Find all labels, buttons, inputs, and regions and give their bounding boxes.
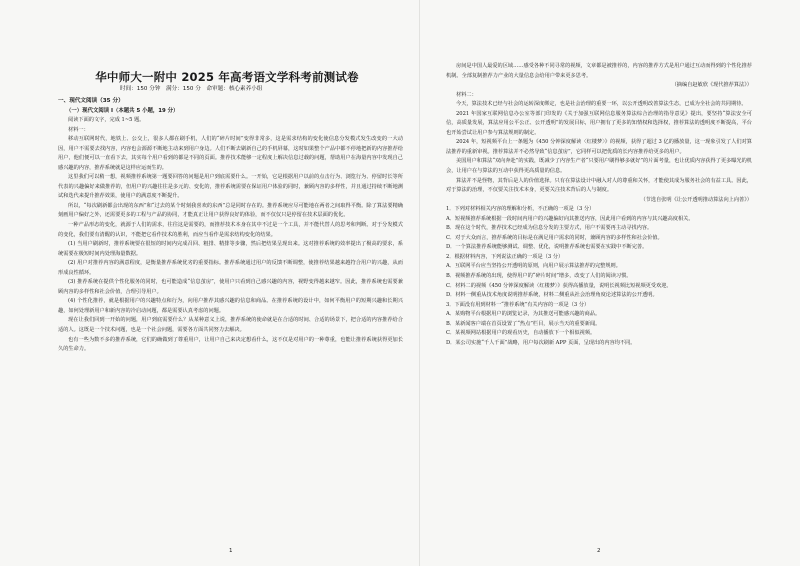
- paragraph: 这里我们可以稍一想，视频推荐系统第一题要回答的问题是用户到底需要什么。一开始，它是根据用户以前的点击行为、浏览行为、停留时长等所代表的兴趣偏好来做推荐的，但用户的兴趣往往是多元的、变化的，推荐系统需要在保证用户体验的同时，兼顾内容的多样性，并且通过持续不断地测试和迭代来提升推荐效果，使用户的满意度不断提升。: [58, 174, 403, 200]
- paragraph: 材料二：: [456, 91, 477, 98]
- exam-meta: 时间：150 分钟 满分：150 分 命审题：核心素养小组: [120, 86, 263, 92]
- question-line: C．某视频网站根据用户的观看历史，自动播放下一个相似视频。: [446, 330, 596, 337]
- paragraph: 阅读下面的文字，完成 1~5 题。: [68, 117, 145, 123]
- page-number-left: 1: [229, 548, 233, 554]
- right-column: [446, 62, 752, 536]
- page-fold: [419, 0, 420, 566]
- question-line: C．对于大众而言，推荐系统的目标是在满足用户需求的同时，兼顾内容的多样性和社会价值。: [446, 234, 663, 241]
- question-line: B．现在这个时代，推荐技术已经成为信息分发的主要方式，用户不需要再主动寻找内容。: [446, 225, 653, 232]
- question-line: D．材料一侧重从技术角度说明推荐系统，材料二侧重从社会治理角度论述算法的公开透明。: [446, 292, 658, 299]
- paragraph: 今天，算法技术已经与社会的运转深度绑定，也是社会治理的重要一环，以公开透明改善算法生态，已成为全社会的共同期待。: [456, 101, 747, 108]
- paragraph: (1) 当用户刷新时，推荐系统要在很短的时间内完成召回、粗排、精排等步骤，然后把结果呈现出来。这对推荐系统的效率提出了极高的要求，系统需要在极短时间内处理海量数据。: [58, 241, 403, 257]
- paragraph: 现在让我们回到一开始的问题，用户到底需要什么？从某种意义上说，推荐系统的使命就是在合适的时间、合适的场景下，把合适的内容推荐给合适的人。这既是一个技术问题，也是一个社会问题，需要各方面共同努力去解决。: [58, 317, 403, 334]
- question-line: B．视频推荐系统的出现，使得用户的“碎片时间”增多，改变了人们的阅读习惯。: [446, 273, 632, 280]
- paragraph: （节选自张明《让公开透明推动算法向上向善》）: [640, 196, 752, 203]
- paragraph: 也有一些为数不多的推荐系统，它们的确做到了尊重用户，让用户自己来决定想看什么，这不仅是对用户的一种尊重，也能让推荐系统获得更加长久的生命力。: [58, 336, 403, 353]
- question-line: A．短视频推荐系统根据一段时间内用户的兴趣偏好向其推送内容，因此用户看到的内容与其兴趣高度相关。: [446, 215, 694, 222]
- paragraph: （摘编自赵敏欣《现代推荐算法》）: [671, 82, 752, 89]
- question-line: 2．根据材料内容，下列说法正确的一项是（3 分）: [446, 253, 564, 260]
- question-line: 3．下面没有用到材料一“推荐系统”有关内容的一项是（3 分）: [446, 301, 590, 308]
- question-line: A．互联网平台应当坚持公开透明的原则，向用户展示算法推荐的完整规则。: [446, 263, 621, 270]
- question-line: D．某公司实施“千人千面”战略，用户每次刷新 APP 页面，呈现出的内容均不同。: [446, 339, 636, 346]
- paragraph: 移动互联网时代，地铁上、公交上，很多人都在刷手机，人们的“碎片时间”变得非常多，这是需求结构的变化使信息分发模式发生改变的一大动因，用户不需要去找内容，内容也会源源不断地主动来到用户身边。人们不断去刷新自己的手机屏幕，这时如果整个产品中都不停地把新的内容推荐给用户，他们便可以一直看下去，其实每个用户看到的都是不同的页面。推荐技术能够一定程度上解决信息过载的问题，帮助用户在海量内容中发现自己感兴趣的内容，推荐系统就是这样应运而生的。: [58, 136, 403, 171]
- question-line: C．材料二的视频《450 分钟深度解读〈红楼梦〉》获得高播放量，说明长视频比短视频更受欢迎。: [446, 282, 672, 289]
- page-number-right: 2: [597, 548, 601, 554]
- paragraph: (4) 个性化推荐，就是根据用户的兴趣特点和行为，向用户推荐其感兴趣的信息和商品。在推荐系统的设计中，如何平衡用户的短期兴趣和长期兴趣，如何处理新用户和新内容的冷启动问题，都是需要认真考虑的问题。: [58, 298, 403, 314]
- question-line: 1．下列对材料相关内容的理解和分析，不正确的一项是（3 分）: [446, 206, 595, 213]
- question-line: B．某新闻客户端在首页设置了“热点”栏目，展示当天的重要新闻。: [446, 320, 601, 327]
- paragraph: 2024 年，短视频平台上一条题为《450 分钟深度解读〈红楼梦〉》的视频，获得了超过 3 亿的播放量，这一现象引发了人们对算法推荐的重新审视。推荐算法并不必然导致“信息茧房”，它同样可以把优质的长内容推荐给更多的用户。: [446, 139, 752, 155]
- paragraph: 2021 年国家互联网信息办公室等部门印发的《关于加强互联网信息服务算法综合治理的指导意见》提出，要坚持“算法安全可信，高质量发展，算法应用公平公正、公开透明”的发展目标，用户拥有了更多的知情权和选择权，推荐算法的透明度不断提高，平台也开始尝试让用户参与算法规则的制定。: [446, 110, 752, 136]
- left-column: [58, 96, 403, 536]
- section-heading: （一）现代文阅读 I（本题共 5 小题，19 分）: [66, 108, 179, 114]
- paragraph: 所以，“每次刷新都会出现的东西”和“过去的某个时刻我喜欢的东西”总是同时存在的。推荐系统应尽可能地在两者之间取得平衡。除了算法要精确刻画用户偏好之外，还需要更多的工程与产品的协同，才能真正让用户获得良好的体验，而不仅仅只是停留在技术层面的优化。: [58, 202, 403, 219]
- section-heading: 一、现代文阅读（35 分）: [58, 98, 124, 104]
- paragraph: (2) 用户对推荐内容的满意程度，是衡量推荐系统优劣的重要指标。推荐系统通过用户的反馈不断调整，使推荐结果越来越符合用户的兴趣，从而形成良性循环。: [58, 260, 403, 276]
- paragraph: 房间是中国人最爱的区域……感受各种不同寻常的视频，文章都是被推荐的，内容的推荐方式是用户通过互动而得到的个性化推荐机制。全部复制推荐力产业的大量信息会给用户带来更多思考。: [446, 63, 752, 79]
- exam-title: 华中师大一附中 2025 年高考语文学科考前测试卷: [95, 70, 359, 84]
- paragraph: 材料一：: [68, 126, 89, 133]
- paragraph: 算法并不是怪物，其背后是人的价值选择。只有在算法设计中融入对人的尊重和关怀，才能使其成为服务社会的有益工具。因此，对于算法的治理，不仅要关注技术本身，更要关注技术背后的人与制度。: [446, 177, 752, 194]
- paragraph: 一种产品形态的变化，就源于人们的需求，往往这是需要的，而推荐技术本身在其中不过是一个工具，并不能代替人的思考和判断。对于分发模式的变化，我们要有清醒的认识，不能把它看作技术的胜利，而应当看作是需求结构变化的结果。: [58, 222, 403, 238]
- question-line: A．某购物平台根据用户的浏览记录，为其推送可能感兴趣的商品。: [446, 311, 601, 318]
- paragraph: (3) 推荐系统在提供个性化服务的同时，也可能造成“信息茧房”，使用户只看到自己感兴趣的内容，视野变得越来越窄。因此，推荐系统也需要兼顾内容的多样性和社会价值，合理引导用户。: [58, 279, 403, 295]
- question-line: D．一个算法推荐系统能够测试、调整、优化，说明推荐系统也需要在实践中不断完善。: [446, 244, 648, 251]
- paragraph: 美国用户和算法“双向奔赴”的实践，既减少了内容生产者“只要用户刷得够多就好”的片面考量，也让优质内容获得了更多曝光的机会，让用户在与算法的互动中获得更高质量的信息。: [446, 158, 752, 175]
